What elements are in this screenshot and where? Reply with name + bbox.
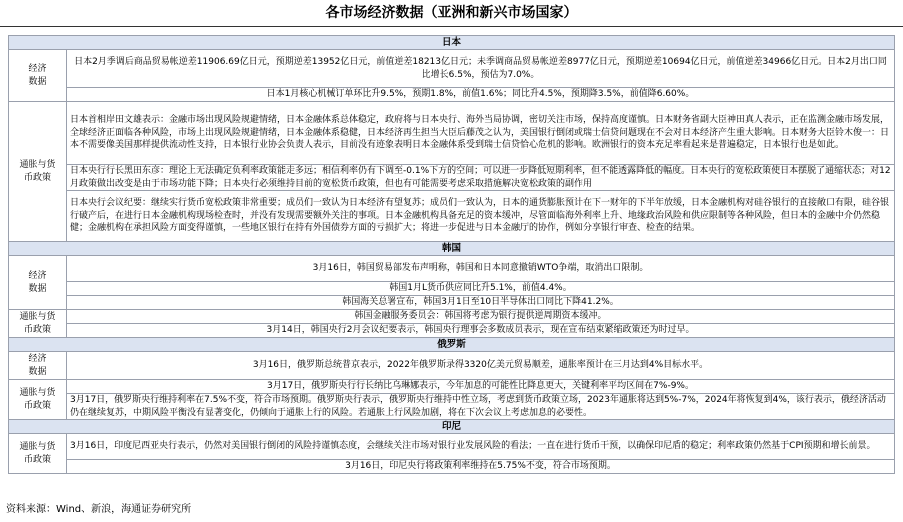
row-label: 通胀与货 币政策 [9,380,67,420]
table-cell: 日本央行会议纪要：继续实行货币宽松政策非常重要；成员们一致认为日本经济有望复苏；成员们一致认为，日本的通货膨胀预计在下一财年的下半年放缓，日本金融机构对硅谷银行的直接敞口有限，硅谷银行破产后，在进行日本金融机构现场检查时，并没有发现需要额外关注的事项。日本金融机构具备充足的资本缓冲，尽管面临海外利率上升、地缘政治风险和供应限制等各种风险，但日本的金融中介仍然稳健；金融机构在承担风险方面变得谨慎，一些地区银行在持有外国债券方面的亏损扩大；将进一步促进与日本金融厅的协作，例如分享银行审查、检查的结果。 [67,191,895,242]
row-label: 经济 数据 [9,50,67,102]
table-cell: 日本首相岸田文雄表示：金融市场出现风险规避情绪，日本金融体系总体稳定，政府将与日本央行、海外当局协调，密切关注市场，保持高度谨慎。日本财务省副大臣神田真人表示，正在监测金融市场发展，全球经济正面临各种风险，市场上出现风险规避情绪，日本金融体系稳健，日本经济再生担当大臣后藤茂之认为，美国银行倒闭或瑞士信贷问题现在不会对日本经济产生重大影响。日本财务大臣铃木俊一：日本不需要像美国那样提供流动性支持，日本银行业协会负责人表示，目前没有迹象表明日本金融体系受到瑞士信贷恰心危机的影响。欧洲银行的资本充足率看起来是普遍稳定，日本银行也是如此。 [67,102,895,165]
table-cell: 3月16日，韩国贸易部发布声明称，韩国和日本同意撤销WTO争端，取消出口限制。 [67,256,895,282]
table-row [9,165,895,191]
table-row [9,256,895,282]
table-row [9,296,895,310]
table-cell: 3月16日，印度尼西亚央行表示，仍然对美国银行倒闭的风险持谨慎态度，会继续关注市场对银行业发展风险的看法；一直在进行货币干预，以确保印尼盾的稳定；利率政策仍然基于CPI预期和增长前景。 [67,434,895,460]
table-row [9,88,895,102]
table-row [9,460,895,474]
table-cell: 3月17日，俄罗斯央行维持利率在7.5%不变，符合市场预期。俄罗斯央行表示，俄罗斯央行维持中性立场，考虑到货币政策立场，2023年通胀将达到5%-7%，2024年将恢复到4%，该行表示，俄经济活动仍在继续复苏，中期风险平衡没有显著变化，仍倾向于通胀上行的风险。若通胀上行风险加剧，将在下次会议上考虑加息的必要性。 [67,394,895,420]
table-cell: 3月14日，韩国央行2月会议纪要表示，韩国央行理事会多数成员表示，现在宣布结束紧缩政策还为时过早。 [67,324,895,338]
table-row [9,102,895,165]
section-title: 印尼 [9,420,895,434]
table-row [9,434,895,460]
row-label: 经济 数据 [9,256,67,310]
table-row [9,352,895,380]
source-note: 资料来源：Wind、新浪，海通证券研究所 [6,504,192,515]
table-cell: 韩国金融服务委员会：韩国将考虑为银行提供逆周期资本缓冲。 [67,310,895,324]
table-cell: 3月16日，俄罗斯总统普京表示，2022年俄罗斯录得3320亿美元贸易顺差，通胀率预计在三月达到4%目标水平。 [67,352,895,380]
table-cell: 韩国1月L货币供应同比升5.1%，前值4.4%。 [67,282,895,296]
table-row [9,191,895,242]
row-label: 通胀与货 币政策 [9,102,67,242]
section-header-korea [9,242,895,256]
section-title: 韩国 [9,242,895,256]
section-header-russia [9,338,895,352]
table-cell: 韩国海关总署宣布，韩国3月1日至10日半导体出口同比下降41.2%。 [67,296,895,310]
table-row [9,380,895,394]
section-header-japan [9,36,895,50]
table-cell: 3月16日，印尼央行将政策利率维持在5.75%不变，符合市场预期。 [67,460,895,474]
section-title: 日本 [9,36,895,50]
table-cell: 3月17日，俄罗斯央行行长纳比乌琳娜表示，今年加息的可能性比降息更大，关键利率平均区间在7%-9%。 [67,380,895,394]
table-row [9,50,895,88]
table-row [9,310,895,324]
table-cell: 日本1月核心机械订单环比升9.5%，预期1.8%，前值1.6%；同比升4.5%，预期降3.5%，前值降6.60%。 [67,88,895,102]
row-label: 经济 数据 [9,352,67,380]
economic-data-table [8,35,895,474]
row-label: 通胀与货 币政策 [9,434,67,474]
table-row [9,324,895,338]
table-row [9,282,895,296]
table-cell: 日本央行行长黑田东彦：理论上无法确定负利率政策能走多远；相信利率仍有下调至-0.1%下方的空间；可以进一步降低短期利率，但不能透露降低的幅度。日本央行的宽松政策使日本摆脱了通缩状态；对12月政策做出改变是由于市场功能下降；日本央行必须维持目前的宽松货币政策，但也有可能需要考虑采取措施解决宽松政策的副作用 [67,165,895,191]
table-row [9,394,895,420]
section-header-indonesia [9,420,895,434]
section-title: 俄罗斯 [9,338,895,352]
table-cell: 日本2月季调后商品贸易帐逆差11906.69亿日元，预期逆差13952亿日元，前值逆差18213亿日元；未季调商品贸易帐逆差8977亿日元，预期逆差10694亿日元，前值逆差34966亿日元。日本2月出口同比增长6.5%，预估为7.0%。 [67,50,895,88]
page-title: 各市场经济数据（亚洲和新兴市场国家） [0,0,903,27]
row-label: 通胀与货 币政策 [9,310,67,338]
